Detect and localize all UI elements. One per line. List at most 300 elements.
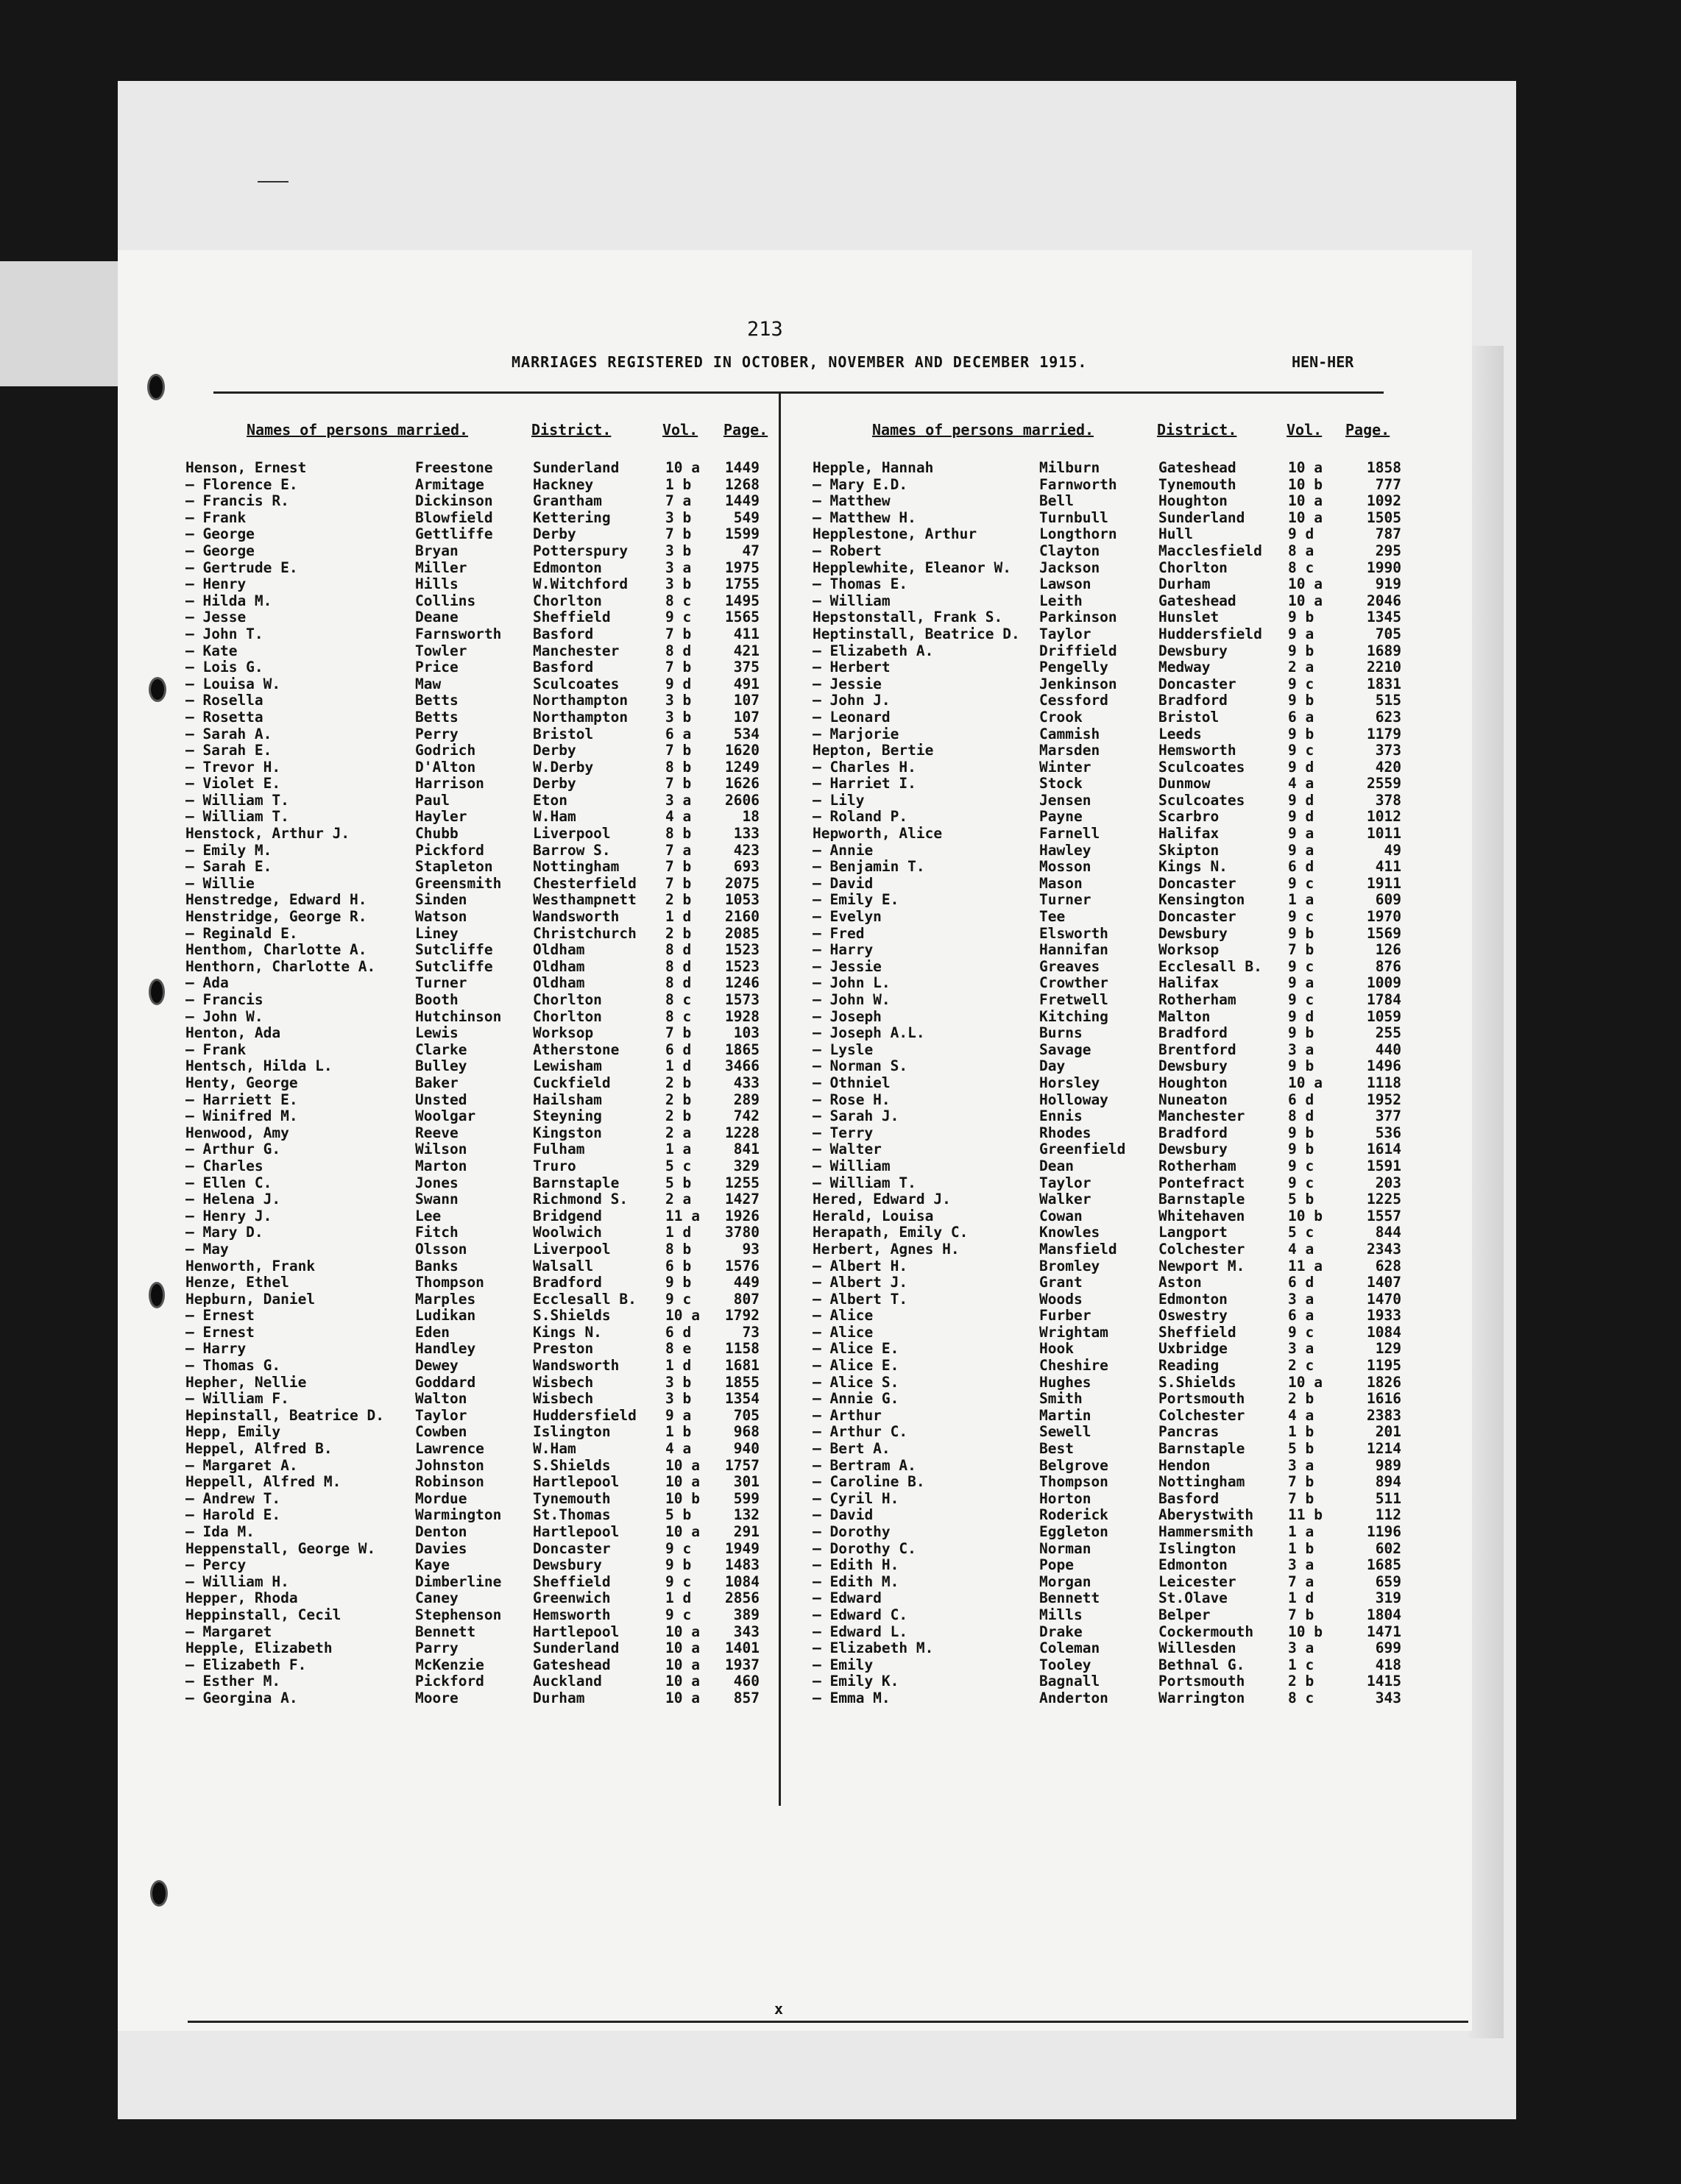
entry-district: Potterspury: [533, 542, 629, 559]
entry-row: [813, 1191, 1401, 1208]
entry-name: — Harriett E.: [185, 1091, 298, 1108]
entry-volume: 7 a: [665, 492, 692, 510]
entry-volume: 8 b: [665, 1240, 692, 1258]
entry-spouse-surname: Perry: [415, 725, 459, 742]
entry-district: Sunderland: [533, 459, 620, 476]
entry-spouse-surname: Hook: [1039, 1340, 1074, 1358]
entry-spouse-surname: Mordue: [415, 1489, 467, 1507]
entry-volume: 2 b: [665, 924, 692, 942]
entry-row: [813, 1423, 1401, 1440]
entry-page: 389: [733, 1606, 760, 1623]
entry-district: Doncaster: [1158, 675, 1236, 692]
entry-volume: 9 b: [1288, 1057, 1314, 1075]
entry-district: Derby: [533, 525, 576, 543]
entry-district: Rotherham: [1158, 1157, 1236, 1174]
entry-name: — Harriet I.: [813, 775, 916, 793]
entry-row: [813, 742, 1401, 759]
entry-volume: 10 b: [1288, 1623, 1323, 1640]
entry-row: [185, 1390, 774, 1407]
entry-district: Barnstaple: [1158, 1191, 1245, 1208]
entry-spouse-surname: Parkinson: [1039, 609, 1117, 626]
entry-district: Sheffield: [533, 609, 611, 626]
entry-volume: 9 c: [665, 609, 692, 626]
entry-name: — Gertrude E.: [185, 559, 298, 576]
entry-row: [813, 1623, 1401, 1640]
entry-district: Bradford: [533, 1274, 602, 1291]
entry-name: Hentsch, Hilda L.: [185, 1057, 333, 1075]
entry-spouse-surname: Walker: [1039, 1191, 1091, 1208]
entry-row: [813, 1639, 1401, 1656]
entry-district: Liverpool: [533, 825, 611, 843]
entry-spouse-surname: Warmington: [415, 1506, 502, 1524]
entry-district: Huddersfield: [1158, 625, 1262, 642]
entry-name: — Jessie: [813, 675, 882, 692]
entry-name: — David: [813, 874, 874, 892]
entry-spouse-surname: Sinden: [415, 891, 467, 909]
entry-row: [185, 509, 774, 526]
entry-spouse-surname: Kitching: [1039, 1007, 1108, 1025]
entry-spouse-surname: Longthorn: [1039, 525, 1117, 543]
entry-volume: 1 d: [665, 1057, 692, 1075]
entry-volume: 3 a: [1288, 1340, 1314, 1358]
entry-district: Medway: [1158, 659, 1211, 676]
sheet-mark: x: [774, 2000, 784, 2018]
entry-spouse-surname: Furber: [1039, 1307, 1091, 1325]
entry-name: — Rosella: [185, 692, 263, 709]
entry-volume: 7 b: [665, 1024, 692, 1042]
entry-row: [813, 1407, 1401, 1424]
entry-spouse-surname: Dimberline: [415, 1573, 502, 1590]
entry-page: 411: [1375, 858, 1401, 876]
entry-row: [185, 1506, 774, 1523]
entry-volume: 7 b: [1288, 1606, 1314, 1623]
entry-page: 1195: [1367, 1357, 1401, 1375]
entry-volume: 8 c: [1288, 1689, 1314, 1706]
entry-row: [813, 1540, 1401, 1557]
entry-name: — Edward L.: [813, 1623, 908, 1640]
entry-district: Sculcoates: [533, 675, 620, 692]
entry-row: [185, 1057, 774, 1074]
entry-district: Liverpool: [533, 1240, 611, 1258]
entry-volume: 7 a: [1288, 1573, 1314, 1590]
entry-volume: 7 b: [1288, 1489, 1314, 1507]
entry-district: Nottingham: [1158, 1473, 1245, 1491]
entry-district: Bristol: [533, 725, 594, 742]
entry-district: Kingston: [533, 1124, 602, 1141]
entry-row: [185, 1639, 774, 1656]
entry-name: — Ernest: [185, 1307, 255, 1325]
entry-row: [185, 1656, 774, 1673]
entry-row: [813, 642, 1401, 659]
entry-district: Woolwich: [533, 1224, 602, 1241]
entry-name: Henze, Ethel: [185, 1274, 289, 1291]
entry-district: Dewsbury: [1158, 924, 1228, 942]
entry-spouse-surname: Banks: [415, 1257, 459, 1274]
entry-district: Lewisham: [533, 1057, 602, 1075]
entry-district: Durham: [533, 1689, 585, 1706]
entry-volume: 3 b: [665, 575, 692, 593]
entry-row: [185, 1024, 774, 1041]
entry-row: [813, 609, 1401, 625]
entry-page: 2210: [1367, 659, 1401, 676]
entry-page: 1523: [725, 941, 760, 959]
entry-volume: 11 a: [665, 1207, 700, 1224]
entry-name: Heptinstall, Beatrice D.: [813, 625, 1020, 642]
entry-spouse-surname: Davies: [415, 1539, 467, 1557]
entry-page: 201: [1375, 1423, 1401, 1441]
entry-spouse-surname: Bennett: [1039, 1589, 1100, 1607]
surname-range: HEN-HER: [1292, 353, 1354, 371]
entry-row: [185, 1124, 774, 1141]
entry-name: Hepton, Bertie: [813, 742, 934, 759]
entry-page: 989: [1375, 1456, 1401, 1474]
entry-name: — George: [185, 525, 255, 543]
entry-name: — Margaret A.: [185, 1456, 298, 1474]
entry-district: Islington: [1158, 1539, 1236, 1557]
entry-page: 1053: [725, 891, 760, 909]
entry-volume: 3 a: [1288, 1556, 1314, 1574]
entry-page: 1496: [1367, 1057, 1401, 1075]
entry-district: Preston: [533, 1340, 594, 1358]
entry-district: Hartlepool: [533, 1523, 620, 1540]
entry-spouse-surname: Jenkinson: [1039, 675, 1117, 692]
entry-page: 1268: [725, 475, 760, 493]
entry-name: — Esther M.: [185, 1673, 281, 1690]
entry-row: [185, 492, 774, 509]
left-header-district: District.: [531, 421, 612, 439]
entry-page: 1449: [725, 492, 760, 510]
entry-page: 705: [733, 1406, 760, 1424]
entry-spouse-surname: Ennis: [1039, 1107, 1083, 1125]
entry-name: — Emma M.: [813, 1689, 891, 1706]
entry-page: 1471: [1367, 1623, 1401, 1640]
entry-row: [185, 575, 774, 592]
entry-row: [813, 575, 1401, 592]
entry-volume: 9 b: [665, 1274, 692, 1291]
entry-name: Henthom, Charlotte A.: [185, 941, 367, 959]
entry-page: 1407: [1367, 1274, 1401, 1291]
entry-page: 623: [1375, 708, 1401, 726]
entry-district: Warrington: [1158, 1689, 1245, 1706]
entry-row: [813, 842, 1401, 859]
entry-name: — Rosetta: [185, 708, 263, 726]
entry-district: Fulham: [533, 1141, 585, 1158]
entry-district: Ecclesall B.: [1158, 957, 1262, 975]
entry-row: [185, 1606, 774, 1623]
entry-page: 378: [1375, 791, 1401, 809]
entry-name: — Elizabeth M.: [813, 1639, 934, 1657]
entry-page: 2383: [1367, 1406, 1401, 1424]
entry-district: Basford: [533, 659, 594, 676]
entry-page: 343: [733, 1623, 760, 1640]
entry-volume: 9 a: [1288, 841, 1314, 859]
entry-name: Henton, Ada: [185, 1024, 281, 1042]
entry-volume: 7 b: [665, 525, 692, 543]
entry-page: 375: [733, 659, 760, 676]
entry-district: Cuckfield: [533, 1074, 611, 1091]
entry-name: — Evelyn: [813, 908, 882, 926]
entry-district: Cockermouth: [1158, 1623, 1254, 1640]
entry-page: 534: [733, 725, 760, 742]
entry-volume: 6 d: [665, 1323, 692, 1341]
entry-district: Hull: [1158, 525, 1193, 543]
entry-row: [813, 659, 1401, 676]
binder-hole-1: [147, 374, 165, 400]
entry-spouse-surname: Unsted: [415, 1091, 467, 1108]
entry-volume: 10 a: [1288, 1074, 1323, 1091]
entry-spouse-surname: Elsworth: [1039, 924, 1108, 942]
entry-name: — Matthew: [813, 492, 891, 510]
entry-row: [185, 1041, 774, 1058]
entry-page: 343: [1375, 1689, 1401, 1706]
entry-page: 295: [1375, 542, 1401, 559]
entry-district: Dunmow: [1158, 775, 1211, 793]
entry-name: Herapath, Emily C.: [813, 1224, 969, 1241]
entry-spouse-surname: Turnbull: [1039, 508, 1108, 526]
entry-row: [813, 1606, 1401, 1623]
entry-volume: 9 d: [665, 675, 692, 692]
entry-spouse-surname: Crowther: [1039, 974, 1108, 992]
entry-page: 1755: [725, 575, 760, 593]
entry-page: 1557: [1367, 1207, 1401, 1224]
entry-row: [185, 1623, 774, 1640]
entry-district: Houghton: [1158, 1074, 1228, 1091]
entry-page: 1228: [725, 1124, 760, 1141]
entry-page: 894: [1375, 1473, 1401, 1491]
entry-spouse-surname: Lewis: [415, 1024, 459, 1042]
entry-spouse-surname: Wrightam: [1039, 1323, 1108, 1341]
entry-volume: 2 b: [665, 1074, 692, 1091]
entry-volume: 6 a: [1288, 708, 1314, 726]
entry-page: 255: [1375, 1024, 1401, 1042]
entry-spouse-surname: Leith: [1039, 592, 1083, 609]
entry-spouse-surname: Deane: [415, 609, 459, 626]
entry-page: 129: [1375, 1340, 1401, 1358]
entry-volume: 7 b: [665, 874, 692, 892]
entry-district: W.Ham: [533, 808, 576, 826]
entry-name: Hepple, Elizabeth: [185, 1639, 333, 1657]
entry-page: 460: [733, 1673, 760, 1690]
entry-volume: 8 d: [665, 642, 692, 659]
entry-row: [185, 1457, 774, 1474]
entry-page: 844: [1375, 1224, 1401, 1241]
entry-name: — Margaret: [185, 1623, 272, 1640]
entry-name: — Cyril H.: [813, 1489, 899, 1507]
entry-spouse-surname: Ludikan: [415, 1307, 476, 1325]
entry-spouse-surname: Smith: [1039, 1390, 1083, 1408]
entry-spouse-surname: Blowfield: [415, 508, 493, 526]
entry-district: Wisbech: [533, 1390, 594, 1408]
entry-district: Chorlton: [533, 1007, 602, 1025]
entry-row: [185, 825, 774, 842]
entry-volume: 10 a: [665, 1307, 700, 1325]
entry-row: [185, 1291, 774, 1308]
entry-row: [813, 1241, 1401, 1258]
entry-district: Kings N.: [1158, 858, 1228, 876]
entry-spouse-surname: Sutcliffe: [415, 941, 493, 959]
entry-spouse-surname: Taylor: [1039, 1174, 1091, 1191]
header-rule: [213, 391, 1384, 394]
entry-row: [813, 1440, 1401, 1457]
entry-row: [185, 1107, 774, 1124]
entry-row: [813, 1074, 1401, 1091]
entry-spouse-surname: Woolgar: [415, 1107, 476, 1125]
entry-page: 1681: [725, 1357, 760, 1375]
entry-name: — William: [813, 592, 891, 609]
entry-row: [813, 1324, 1401, 1341]
entry-row: [185, 1191, 774, 1208]
entry-name: — Marjorie: [813, 725, 899, 742]
entry-page: 1569: [1367, 924, 1401, 942]
entry-district: Leeds: [1158, 725, 1202, 742]
entry-row: [813, 891, 1401, 908]
entry-volume: 1 b: [665, 475, 692, 493]
entry-district: Gateshead: [1158, 592, 1236, 609]
entry-volume: 10 b: [1288, 1207, 1323, 1224]
entry-spouse-surname: Swann: [415, 1191, 459, 1208]
entry-row: [813, 1208, 1401, 1224]
entry-name: — Trevor H.: [185, 758, 281, 776]
entry-volume: 4 a: [665, 1440, 692, 1458]
entry-district: Halifax: [1158, 825, 1220, 843]
entry-volume: 9 b: [1288, 609, 1314, 626]
entry-spouse-surname: Jensen: [1039, 791, 1091, 809]
entry-page: 1855: [725, 1373, 760, 1391]
entry-spouse-surname: Wilson: [415, 1141, 467, 1158]
entry-row: [813, 958, 1401, 975]
entry-spouse-surname: Roderick: [1039, 1506, 1108, 1524]
entry-row: [813, 974, 1401, 991]
entry-page: 418: [1375, 1656, 1401, 1673]
entry-spouse-surname: Walton: [415, 1390, 467, 1408]
entry-volume: 8 b: [665, 758, 692, 776]
entry-volume: 8 a: [1288, 542, 1314, 559]
entry-row: [813, 492, 1401, 509]
entry-row: [813, 542, 1401, 559]
binder-hole-4: [149, 1282, 165, 1308]
entry-volume: 9 b: [1288, 924, 1314, 942]
entry-row: [185, 1208, 774, 1224]
entry-spouse-surname: Cowan: [1039, 1207, 1083, 1224]
entry-spouse-surname: Hughes: [1039, 1373, 1091, 1391]
entry-page: 1826: [1367, 1373, 1401, 1391]
entry-spouse-surname: Taylor: [415, 1406, 467, 1424]
entry-volume: 3 b: [665, 1373, 692, 1391]
entry-volume: 3 a: [1288, 1290, 1314, 1308]
entry-spouse-surname: Farnworth: [1039, 475, 1117, 493]
entry-volume: 8 c: [665, 592, 692, 609]
entry-volume: 8 c: [665, 991, 692, 1008]
entry-volume: 9 c: [1288, 1174, 1314, 1191]
entry-name: — Hilda M.: [185, 592, 272, 609]
entry-name: — Alice E.: [813, 1357, 899, 1375]
entry-spouse-surname: Tooley: [1039, 1656, 1091, 1673]
entry-page: 511: [1375, 1489, 1401, 1507]
entry-name: — David: [813, 1506, 874, 1524]
entry-district: Chorlton: [533, 991, 602, 1008]
entry-spouse-surname: Clarke: [415, 1040, 467, 1058]
entry-name: Herald, Louisa: [813, 1207, 934, 1224]
entry-spouse-surname: Maw: [415, 675, 442, 692]
entry-page: 423: [733, 841, 760, 859]
entry-spouse-surname: Winter: [1039, 758, 1091, 776]
entry-page: 1599: [725, 525, 760, 543]
entry-page: 841: [733, 1141, 760, 1158]
entry-row: [185, 726, 774, 742]
entry-row: [185, 1440, 774, 1457]
entry-page: 1685: [1367, 1556, 1401, 1574]
entry-spouse-surname: Holloway: [1039, 1091, 1108, 1108]
entry-volume: 6 b: [665, 1257, 692, 1274]
entry-district: S.Shields: [533, 1307, 611, 1325]
entry-page: 1179: [1367, 725, 1401, 742]
entry-page: 2559: [1367, 775, 1401, 793]
entry-page: 1804: [1367, 1606, 1401, 1623]
entry-row: [813, 1457, 1401, 1474]
entry-volume: 10 a: [665, 1689, 700, 1706]
entry-volume: 9 b: [1288, 1024, 1314, 1042]
entry-page: 742: [733, 1107, 760, 1125]
entry-name: — Emily: [813, 1656, 874, 1673]
entry-page: 1865: [725, 1040, 760, 1058]
entry-row: [185, 709, 774, 726]
entry-row: [813, 1374, 1401, 1391]
entry-district: Hemsworth: [1158, 742, 1236, 759]
entry-page: 1505: [1367, 508, 1401, 526]
entry-district: Macclesfield: [1158, 542, 1262, 559]
entry-row: [185, 1258, 774, 1274]
entry-row: [813, 1656, 1401, 1673]
entry-row: [185, 476, 774, 493]
entry-spouse-surname: Farnell: [1039, 825, 1100, 843]
entry-name: — Herbert: [813, 659, 891, 676]
entry-spouse-surname: Mills: [1039, 1606, 1083, 1623]
entry-district: Barnstaple: [533, 1174, 620, 1191]
entry-volume: 10 b: [665, 1489, 700, 1507]
entry-district: Kensington: [1158, 891, 1245, 909]
entry-row: [185, 742, 774, 759]
entry-row: [813, 792, 1401, 809]
entry-row: [813, 1340, 1401, 1357]
entry-page: 1059: [1367, 1007, 1401, 1025]
entry-volume: 9 a: [1288, 974, 1314, 992]
entry-page: 1757: [725, 1456, 760, 1474]
entry-district: Tynemouth: [533, 1489, 611, 1507]
entry-district: Kings N.: [533, 1323, 602, 1341]
entry-district: Grantham: [533, 492, 602, 510]
entry-page: 1949: [725, 1539, 760, 1557]
entry-district: Northampton: [533, 692, 629, 709]
entry-name: — Leonard: [813, 708, 891, 726]
entry-name: — George: [185, 542, 255, 559]
entry-page: 133: [733, 825, 760, 843]
entry-row: [813, 1473, 1401, 1490]
entry-volume: 9 b: [1288, 1124, 1314, 1141]
entry-row: [185, 891, 774, 908]
entry-page: 449: [733, 1274, 760, 1291]
entry-volume: 6 d: [1288, 1274, 1314, 1291]
entry-spouse-surname: Greaves: [1039, 957, 1100, 975]
entry-volume: 9 d: [1288, 808, 1314, 826]
entry-volume: 1 b: [1288, 1539, 1314, 1557]
entry-district: Hammersmith: [1158, 1523, 1254, 1540]
entry-spouse-surname: Goddard: [415, 1373, 476, 1391]
entry-volume: 1 c: [1288, 1656, 1314, 1673]
entry-row: [813, 509, 1401, 526]
entry-name: — Charles: [185, 1157, 263, 1174]
entry-row: [185, 775, 774, 792]
entry-volume: 1 a: [1288, 1523, 1314, 1540]
